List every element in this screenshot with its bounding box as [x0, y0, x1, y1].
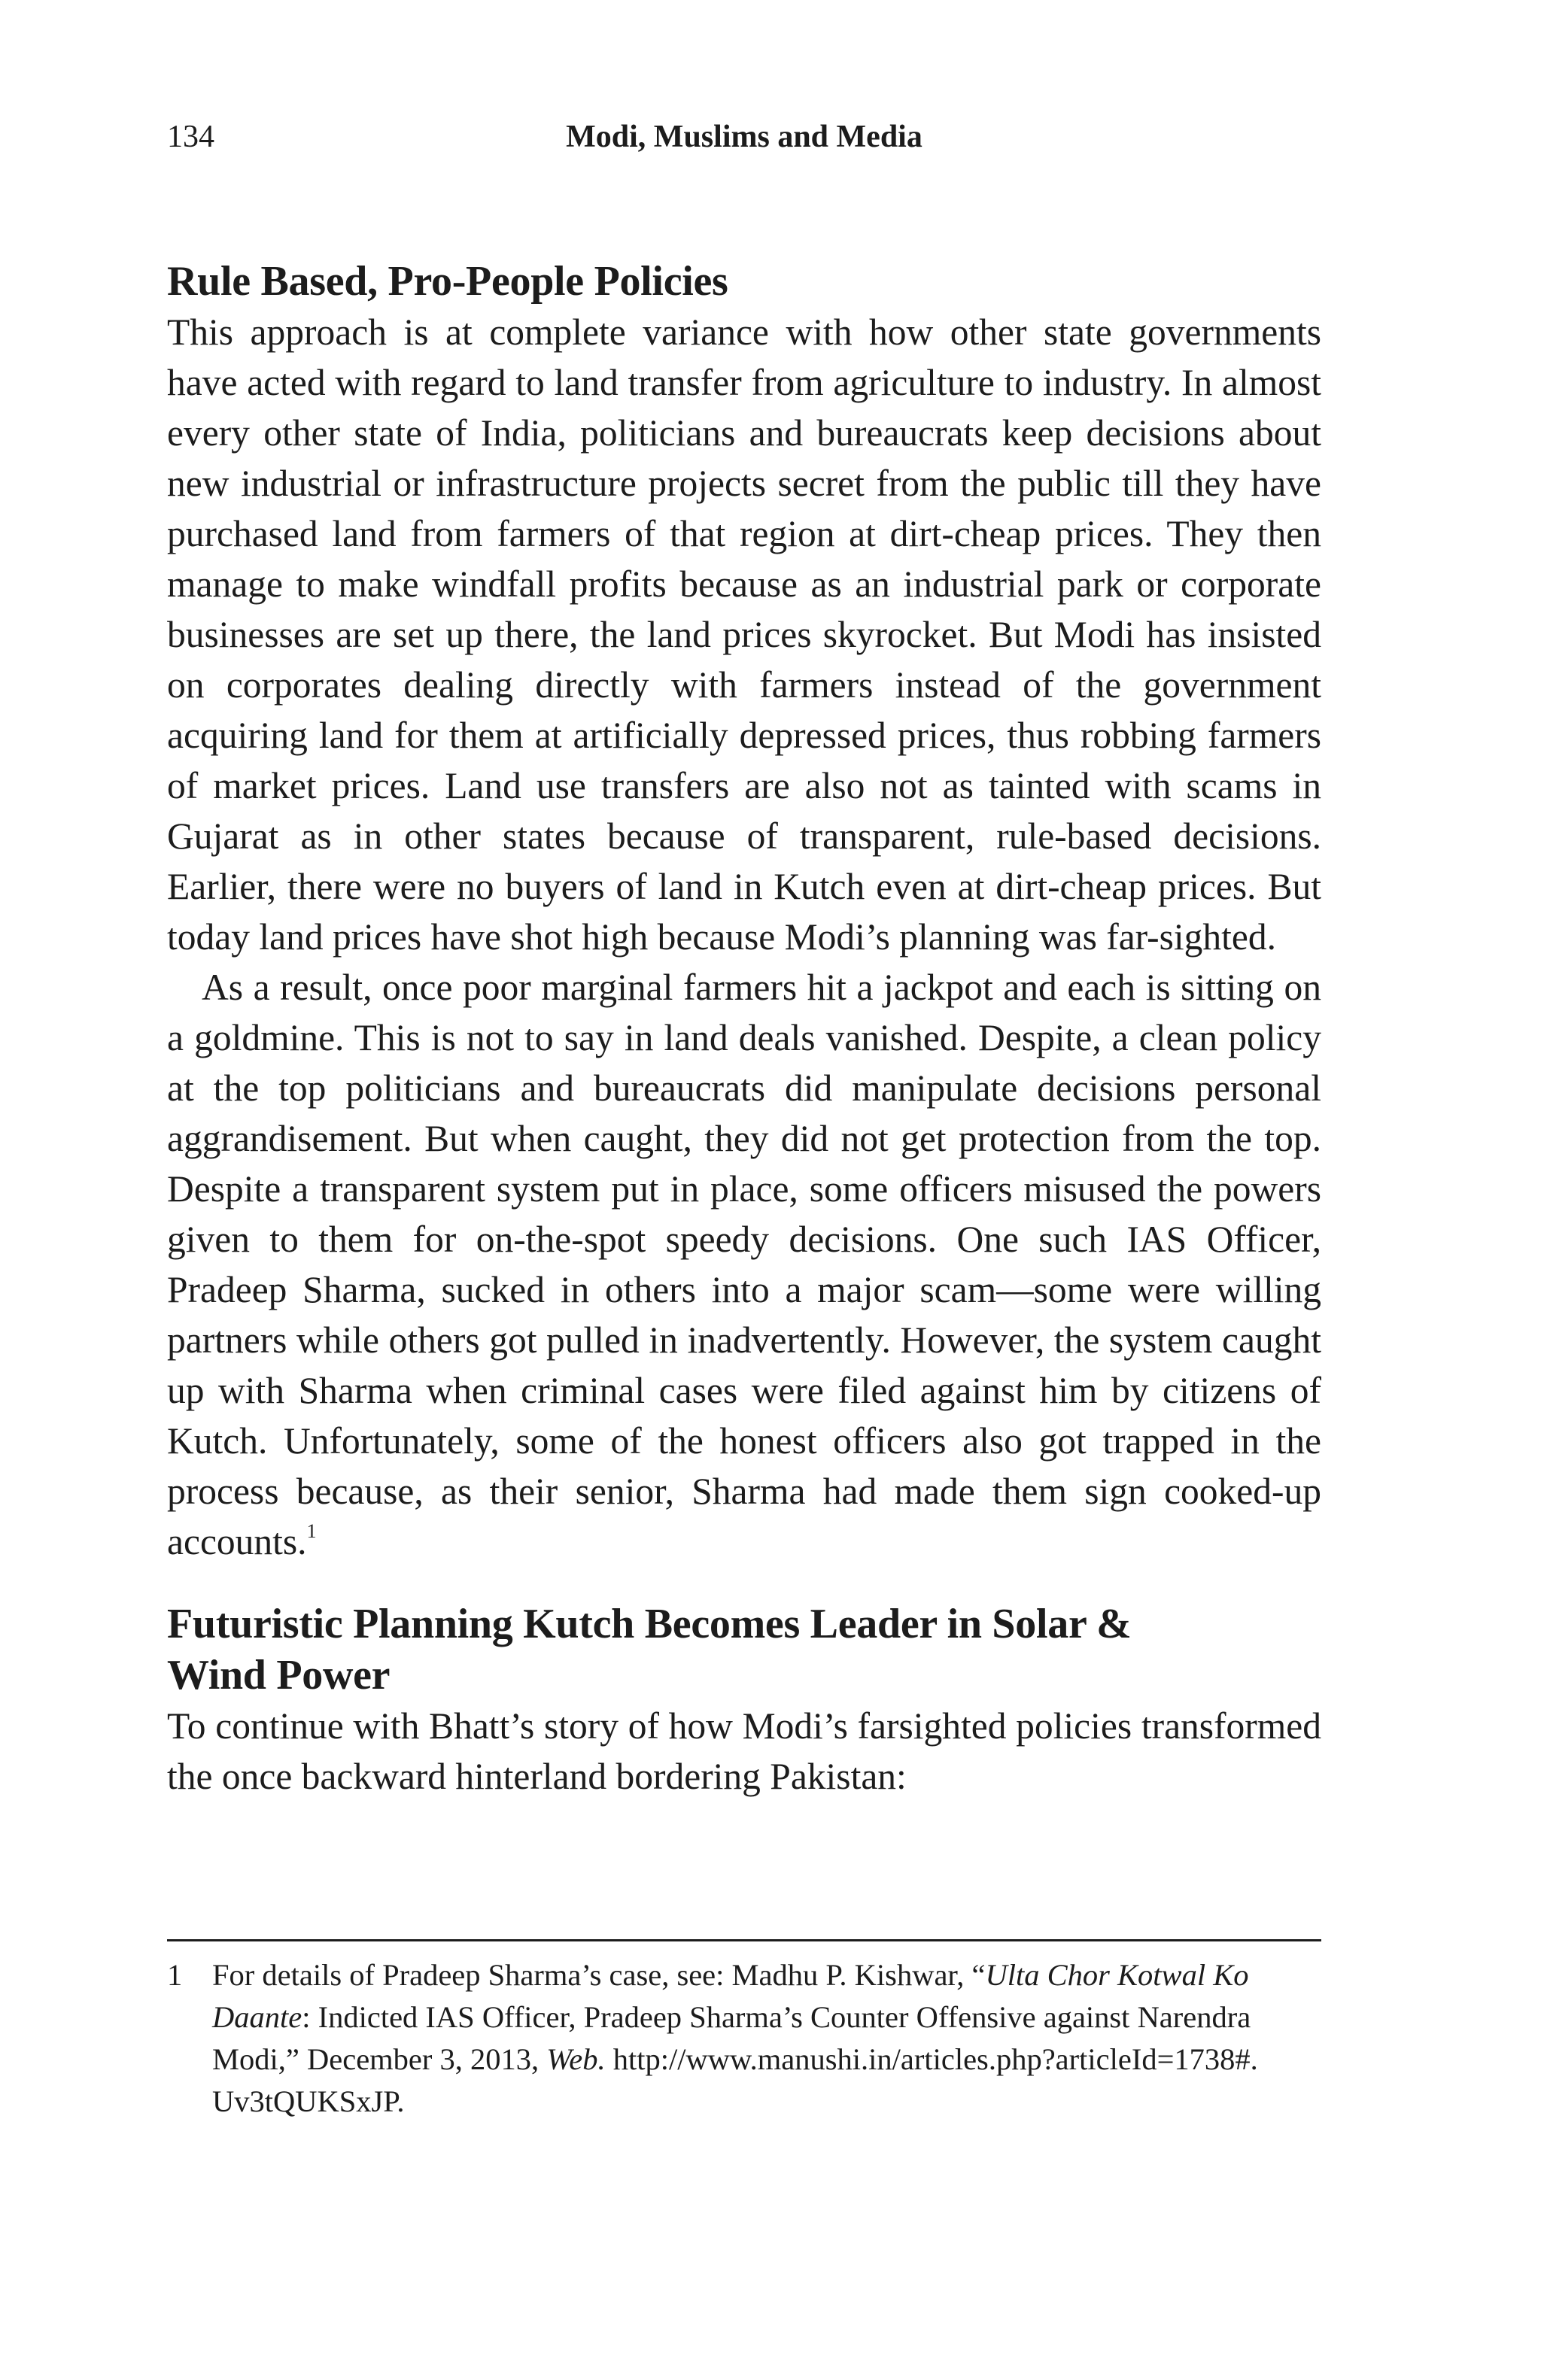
footnote-article-title: Ulta Chor Kotwal Ko Daante	[212, 1958, 1249, 2034]
paragraph-land-transfer: This approach is at complete variance with how other state governments have acted with regard to land transfer from agriculture to industry. In almost every other state of India, politicians and bureaucrats keep decisions about new industrial or infrastructure projects secret from the public till they have purchased land from farmers of that region at dirt-cheap prices. They then manage to make windfall profits because as an industrial park or corporate businesses are set up there, the land prices skyrocket. But Modi has insisted on corporates dealing directly with farmers instead of the government acquiring land for them at artificially depressed prices, thus robbing farmers of market prices. Land use transfers are also not as tainted with scams in Gujarat as in other states because of transparent, rule-based decisions. Earlier, there were no buyers of land in Kutch even at dirt-cheap prices. But today land prices have shot high because Modi’s planning was far-sighted.	[167, 311, 1321, 958]
page-number: 134	[167, 120, 214, 154]
footnote	[167, 1954, 1321, 2123]
footnote-url[interactable]: http://www.manushi.in/articles.php?articleId=1738#. Uv3tQUKSxJP.	[212, 2042, 1258, 2118]
footnote-text-middle: : Indicted IAS Officer, Pradeep Sharma’s Counter Offensive against Narendra Modi,” December 3, 2013,	[212, 2000, 1251, 2076]
footnote-text	[212, 1954, 1321, 2123]
book-title: Modi, Muslims and Media	[566, 120, 922, 154]
running-head	[167, 119, 1321, 164]
section-heading-futuristic-planning	[167, 1598, 1321, 1701]
main-content	[167, 256, 1321, 1802]
footnote-reference[interactable]: 1	[306, 1520, 317, 1542]
footnote-text-start: For details of Pradeep Sharma’s case, see: Madhu P. Kishwar, “	[212, 1958, 986, 1992]
footnote-divider	[167, 1939, 1321, 1941]
paragraph-bhatt-story: To continue with Bhatt’s story of how Modi’s farsighted policies transformed the once backward hinterland bordering Pakistan:	[167, 1705, 1321, 1797]
section-heading-line-2: Wind Power	[167, 1652, 391, 1698]
paragraph-goldmine	[167, 962, 1321, 1567]
footnote-number: 1	[167, 1958, 183, 1992]
section-heading-line-1: Futuristic Planning Kutch Becomes Leader in Solar &	[167, 1601, 1132, 1647]
paragraph-goldmine-text: As a result, once poor marginal farmers hit a jackpot and each is sitting on a goldmine. This is not to say in land deals vanished. Despite, a clean policy at the top politicians and bureaucrats did manipulate decisions personal aggrandisement. But when caught, they did not get protection from the top. Despite a transparent system put in place, some officers misused the powers given to them for on-the-spot speedy decisions. One such IAS Officer, Pradeep Sharma, sucked in others into a major scam—some were willing partners while others got pulled in inadvertently. However, the system caught up with Sharma when criminal cases were filed against him by citizens of Kutch. Unfortunately, some of the honest officers also got trapped in the process because, as their senior, Sharma had made them sign cooked-up accounts.	[167, 967, 1321, 1562]
footnote-web-label: Web.	[546, 2042, 606, 2076]
section-heading-rule-based: Rule Based, Pro-People Policies	[167, 258, 728, 305]
